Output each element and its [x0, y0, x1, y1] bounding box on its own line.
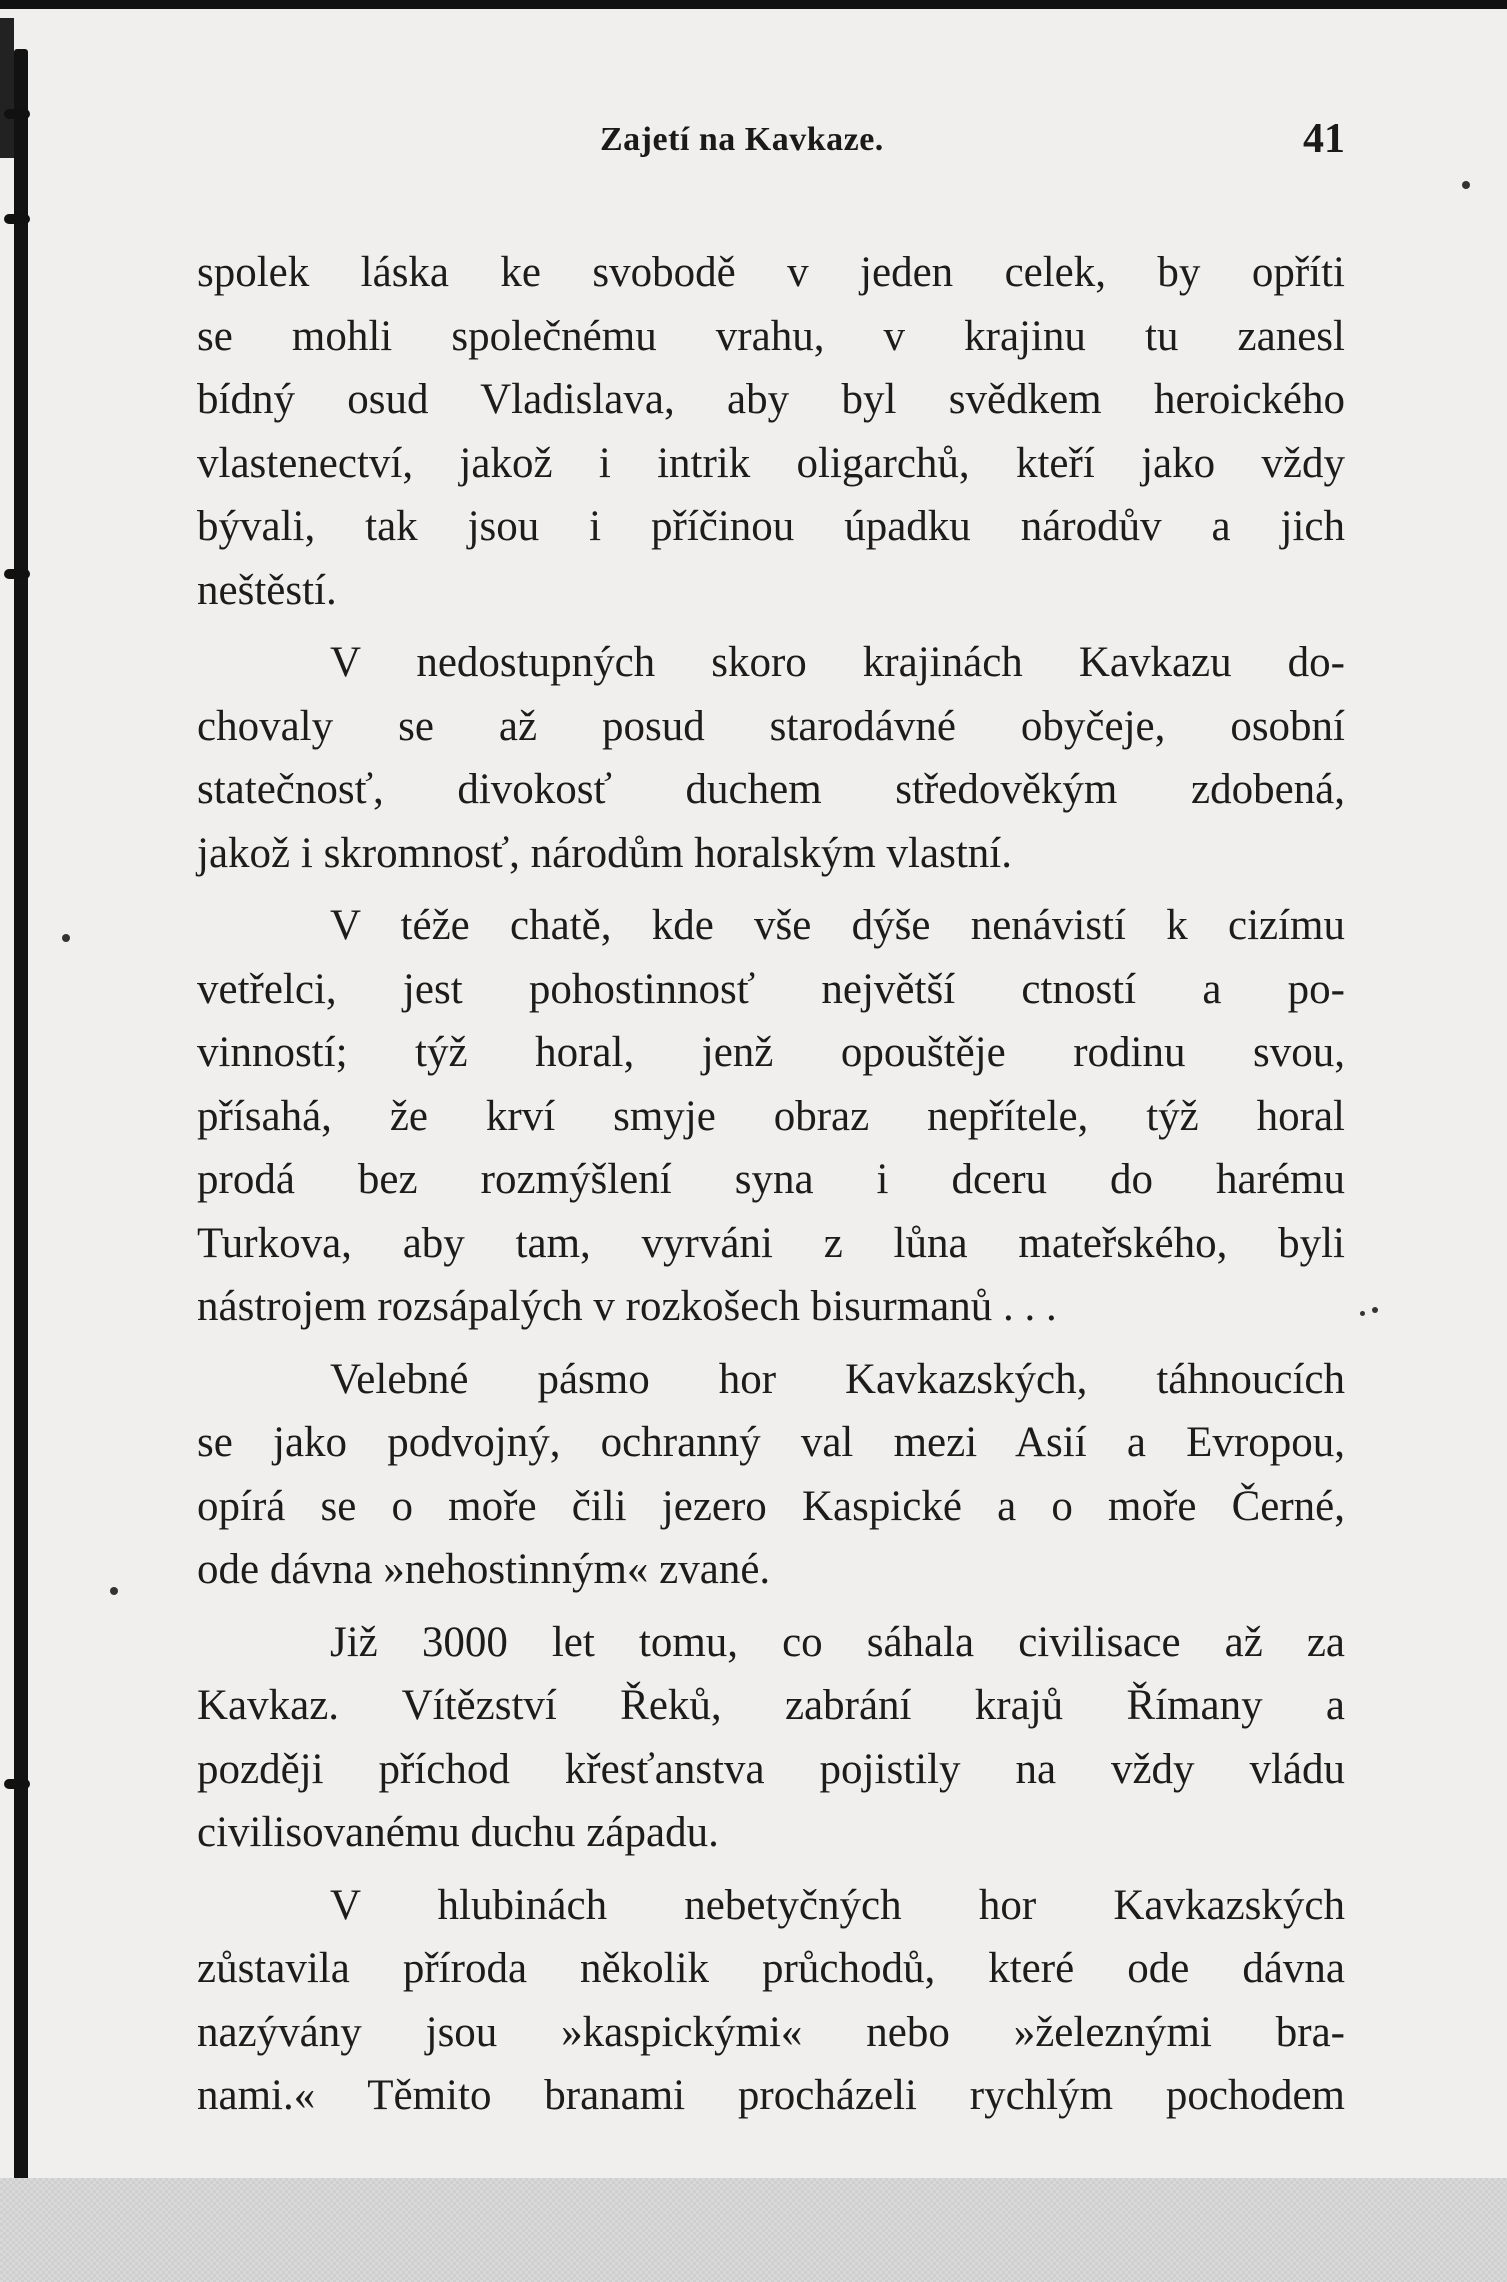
binding-spine — [14, 49, 28, 2178]
text-line: vinností; týž horal, jenž opouštěje rodinu svou, — [197, 1029, 1345, 1076]
print-speck — [1360, 1311, 1365, 1316]
text-line: nazývány jsou »kaspickými« nebo »železnými bra- — [197, 2008, 1345, 2056]
binding-mark — [4, 109, 30, 119]
print-speck — [1372, 1307, 1378, 1313]
text-line: V nedostupných skoro krajinách Kavkazu do- — [330, 639, 1345, 686]
text-line: spolek láska ke svobodě v jeden celek, by opříti — [197, 249, 1345, 296]
text-line: Kavkaz. Vítězství Řeků, zabrání krajů Římany a — [197, 1682, 1345, 1729]
page-number: 41 — [1303, 116, 1345, 162]
text-line: se mohli společnému vrahu, v krajinu tu zanesl — [197, 312, 1345, 360]
page-header — [195, 116, 1345, 171]
text-line: Již 3000 let tomu, co sáhala civilisace až za — [330, 1618, 1345, 1666]
text-line: statečnosť, divokosť duchem středověkým zdobená, — [197, 766, 1345, 813]
paragraph — [197, 1348, 1345, 1602]
text-line: V téže chatě, kde vše dýše nenávistí k cizímu — [330, 902, 1345, 949]
text-line: bývali, tak jsou i příčinou úpadku národův a jich — [197, 503, 1345, 550]
paragraph — [197, 894, 1345, 1339]
text-line: se jako podvojný, ochranný val mezi Asií a Evropou, — [197, 1419, 1345, 1466]
binding-mark — [4, 214, 30, 224]
paragraph — [197, 241, 1345, 622]
text-line: civilisovanému duchu západu. — [197, 1809, 719, 1856]
text-line: ode dávna »nehostinným« zvané. — [197, 1546, 771, 1593]
text-line: neštěstí. — [197, 566, 337, 614]
text-line: později příchod křesťanstva pojistily na vždy vládu — [197, 1745, 1345, 1793]
paragraph — [197, 631, 1345, 885]
print-speck — [110, 1587, 118, 1595]
text-line: přísahá, že krví smyje obraz nepřítele, týž horal — [197, 1092, 1345, 1140]
paragraph — [197, 1874, 1345, 2128]
binding-mark — [4, 1779, 30, 1789]
text-line: vlastenectví, jakož i intrik oligarchů, kteří jako vždy — [197, 439, 1345, 487]
text-line: opírá se o moře čili jezero Kaspické a o moře Černé, — [197, 1482, 1345, 1530]
text-line: nami.« Těmito branami procházeli rychlým pochodem — [197, 2072, 1345, 2119]
text-line: Velebné pásmo hor Kavkazských, táhnoucích — [330, 1355, 1345, 1403]
body-text — [197, 241, 1345, 2128]
paragraph-gap — [197, 622, 1345, 631]
running-head: Zajetí na Kavkaze. — [600, 121, 884, 158]
paragraph-gap — [197, 1602, 1345, 1611]
text-line: Turkova, aby tam, vyrváni z lůna mateřského, byli — [197, 1219, 1345, 1267]
scan-background — [0, 2178, 1507, 2282]
text-line: jakož i skromnosť, národům horalským vlastní. — [197, 829, 1012, 877]
paragraph-gap — [197, 1339, 1345, 1348]
text-line: vetřelci, jest pohostinnosť největší ctností a po- — [197, 965, 1345, 1013]
print-speck — [62, 934, 70, 942]
text-line: chovaly se až posud starodávné obyčeje, osobní — [197, 702, 1345, 750]
paragraph — [197, 1611, 1345, 1865]
text-line: nástrojem rozsápalých v rozkošech bisurmanů . . . — [197, 1283, 1057, 1330]
page-edge-shadow — [0, 18, 14, 158]
text-line: V hlubinách nebetyčných hor Kavkazských — [330, 1881, 1345, 1929]
paragraph-gap — [197, 1865, 1345, 1874]
paragraph-gap — [197, 885, 1345, 894]
text-line: zůstavila příroda několik průchodů, které ode dávna — [197, 1945, 1345, 1992]
print-speck — [1462, 181, 1470, 189]
text-line: bídný osud Vladislava, aby byl svědkem heroického — [197, 376, 1345, 423]
binding-mark — [4, 569, 30, 579]
text-line: prodá bez rozmýšlení syna i dceru do harému — [197, 1156, 1345, 1203]
